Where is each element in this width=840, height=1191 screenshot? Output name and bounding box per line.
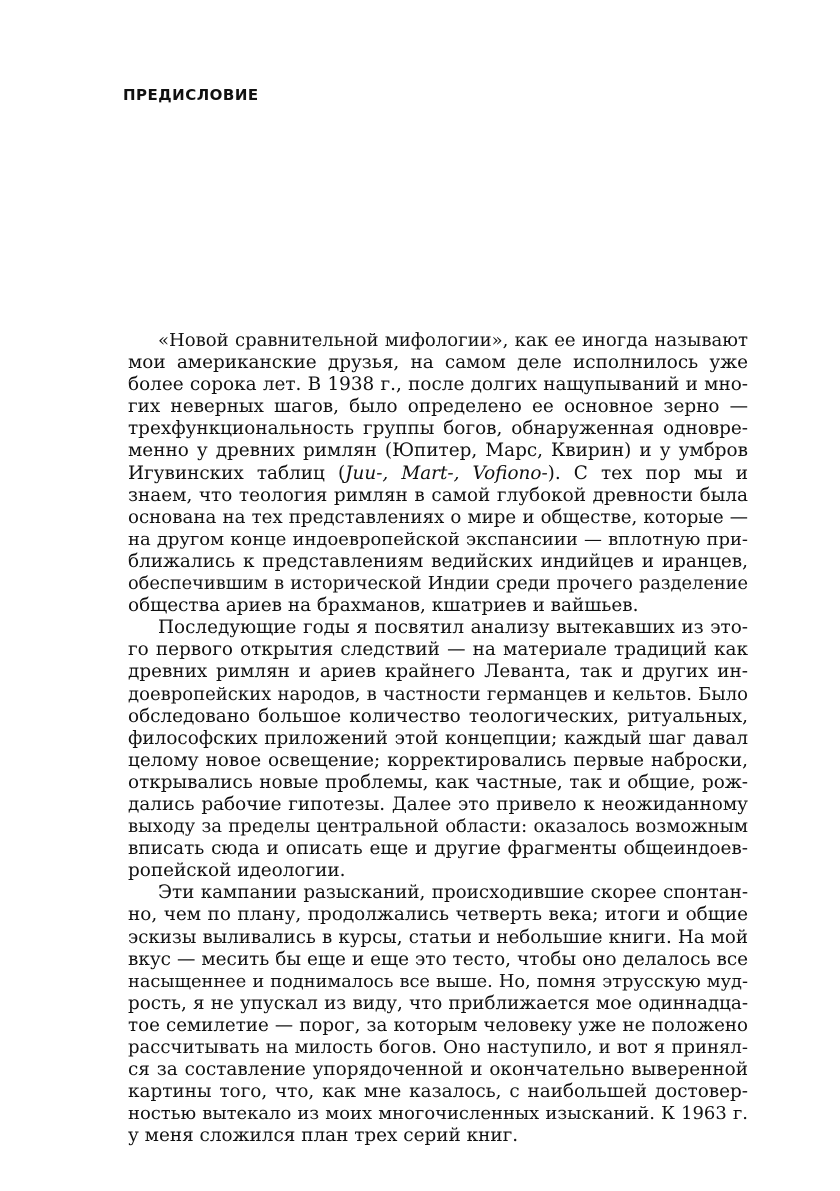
- text-line: общества ариев на брахманов, кшатриев и вайшьев.: [128, 595, 639, 617]
- latin-terms: Juu-, Mart-, Vofiono-: [345, 462, 548, 484]
- text-line: обследовано большое количество теологических, ритуальных,: [128, 705, 748, 727]
- text-line: философских приложений этой концепции; каждый шаг давал: [128, 727, 748, 749]
- text-line: мои американские друзья, на самом деле исполнилось уже: [128, 352, 748, 374]
- text-line: более сорока лет. В 1938 г., после долгих нащупываний и мно-: [128, 374, 748, 396]
- text-line: знаем, что теология римлян в самой глубокой древности была: [128, 484, 748, 506]
- text-line: древних римлян и ариев крайнего Леванта, так и других ин-: [128, 661, 748, 683]
- text-line: доевропейских народов, в частности германцев и кельтов. Было: [128, 683, 748, 705]
- text-line: открывались новые проблемы, как частные, так и общие, рож-: [128, 771, 748, 793]
- text-line: ностью вытекало из моих многочисленных изысканий. К 1963 г.: [128, 1103, 748, 1125]
- text-line: ближались к представлениям ведийских индийцев и иранцев,: [128, 550, 748, 572]
- text-line: вкус — месить бы еще и еще это тесто, чтобы оно делалось все: [128, 948, 748, 970]
- text-line: картины того, что, как мне казалось, с наибольшей достовер-: [128, 1081, 748, 1103]
- body-text: [128, 330, 748, 1147]
- text-line: рость, я не упускал из виду, что приближается мое одиннадца-: [128, 992, 748, 1014]
- text-line: ропейской идеологии.: [128, 860, 346, 882]
- paragraph-1: [128, 330, 748, 617]
- text-line: менно у древних римлян (Юпитер, Марс, Квирин) и у умбров: [128, 440, 748, 462]
- text-line: обеспечившим в исторической Индии среди прочего разделение: [128, 574, 748, 595]
- text-line: но, чем по плану, продолжались четверть века; итоги и общие: [128, 904, 748, 926]
- text-line: Эти кампании разысканий, происходившие скорее спонтан-: [158, 882, 748, 904]
- text-line: Последующие годы я посвятил анализу вытекавших из это-: [158, 617, 748, 639]
- text-line: Игувинских таблиц (Juu-, Mart-, Vofiono-). С тех пор мы и: [128, 462, 748, 484]
- paragraph-2: [128, 617, 748, 882]
- text-line: на другом конце индоевропейской экспансиии — вплотную при-: [128, 528, 748, 550]
- text-line: эскизы выливались в курсы, статьи и небольшие книги. На мой: [128, 926, 748, 948]
- text-line: «Новой сравнительной мифологии», как ее иногда называют: [158, 330, 748, 351]
- paragraph-3: [128, 882, 748, 1147]
- text-line: трехфункциональность группы богов, обнаруженная одновре-: [128, 418, 748, 440]
- text-line: ся за составление упорядоченной и окончательно выверенной: [128, 1059, 748, 1081]
- text-line: у меня сложился план трех серий книг.: [128, 1125, 519, 1147]
- page-title: ПРЕДИСЛОВИЕ: [123, 86, 259, 104]
- text-line: вписать сюда и описать еще и другие фрагменты общеиндоев-: [128, 838, 748, 860]
- text-line: целому новое освещение; корректировались первые наброски,: [128, 749, 748, 771]
- text-line: дались рабочие гипотезы. Далее это привело к неожиданному: [128, 793, 748, 815]
- text-line: тое семилетие — порог, за которым человеку уже не положено: [128, 1014, 748, 1036]
- text-line: выходу за пределы центральной области: оказалось возможным: [128, 816, 748, 838]
- text-line: основана на тех представлениях о мире и обществе, которые —: [128, 506, 748, 528]
- text-line: насыщеннее и поднималось все выше. Но, помня этрусскую муд-: [128, 971, 748, 992]
- text-line: го первого открытия следствий — на материале традиций как: [128, 639, 748, 661]
- text-line: гих неверных шагов, было определено ее основное зерно —: [128, 396, 748, 418]
- text-line: рассчитывать на милость богов. Оно наступило, и вот я принял-: [128, 1037, 748, 1058]
